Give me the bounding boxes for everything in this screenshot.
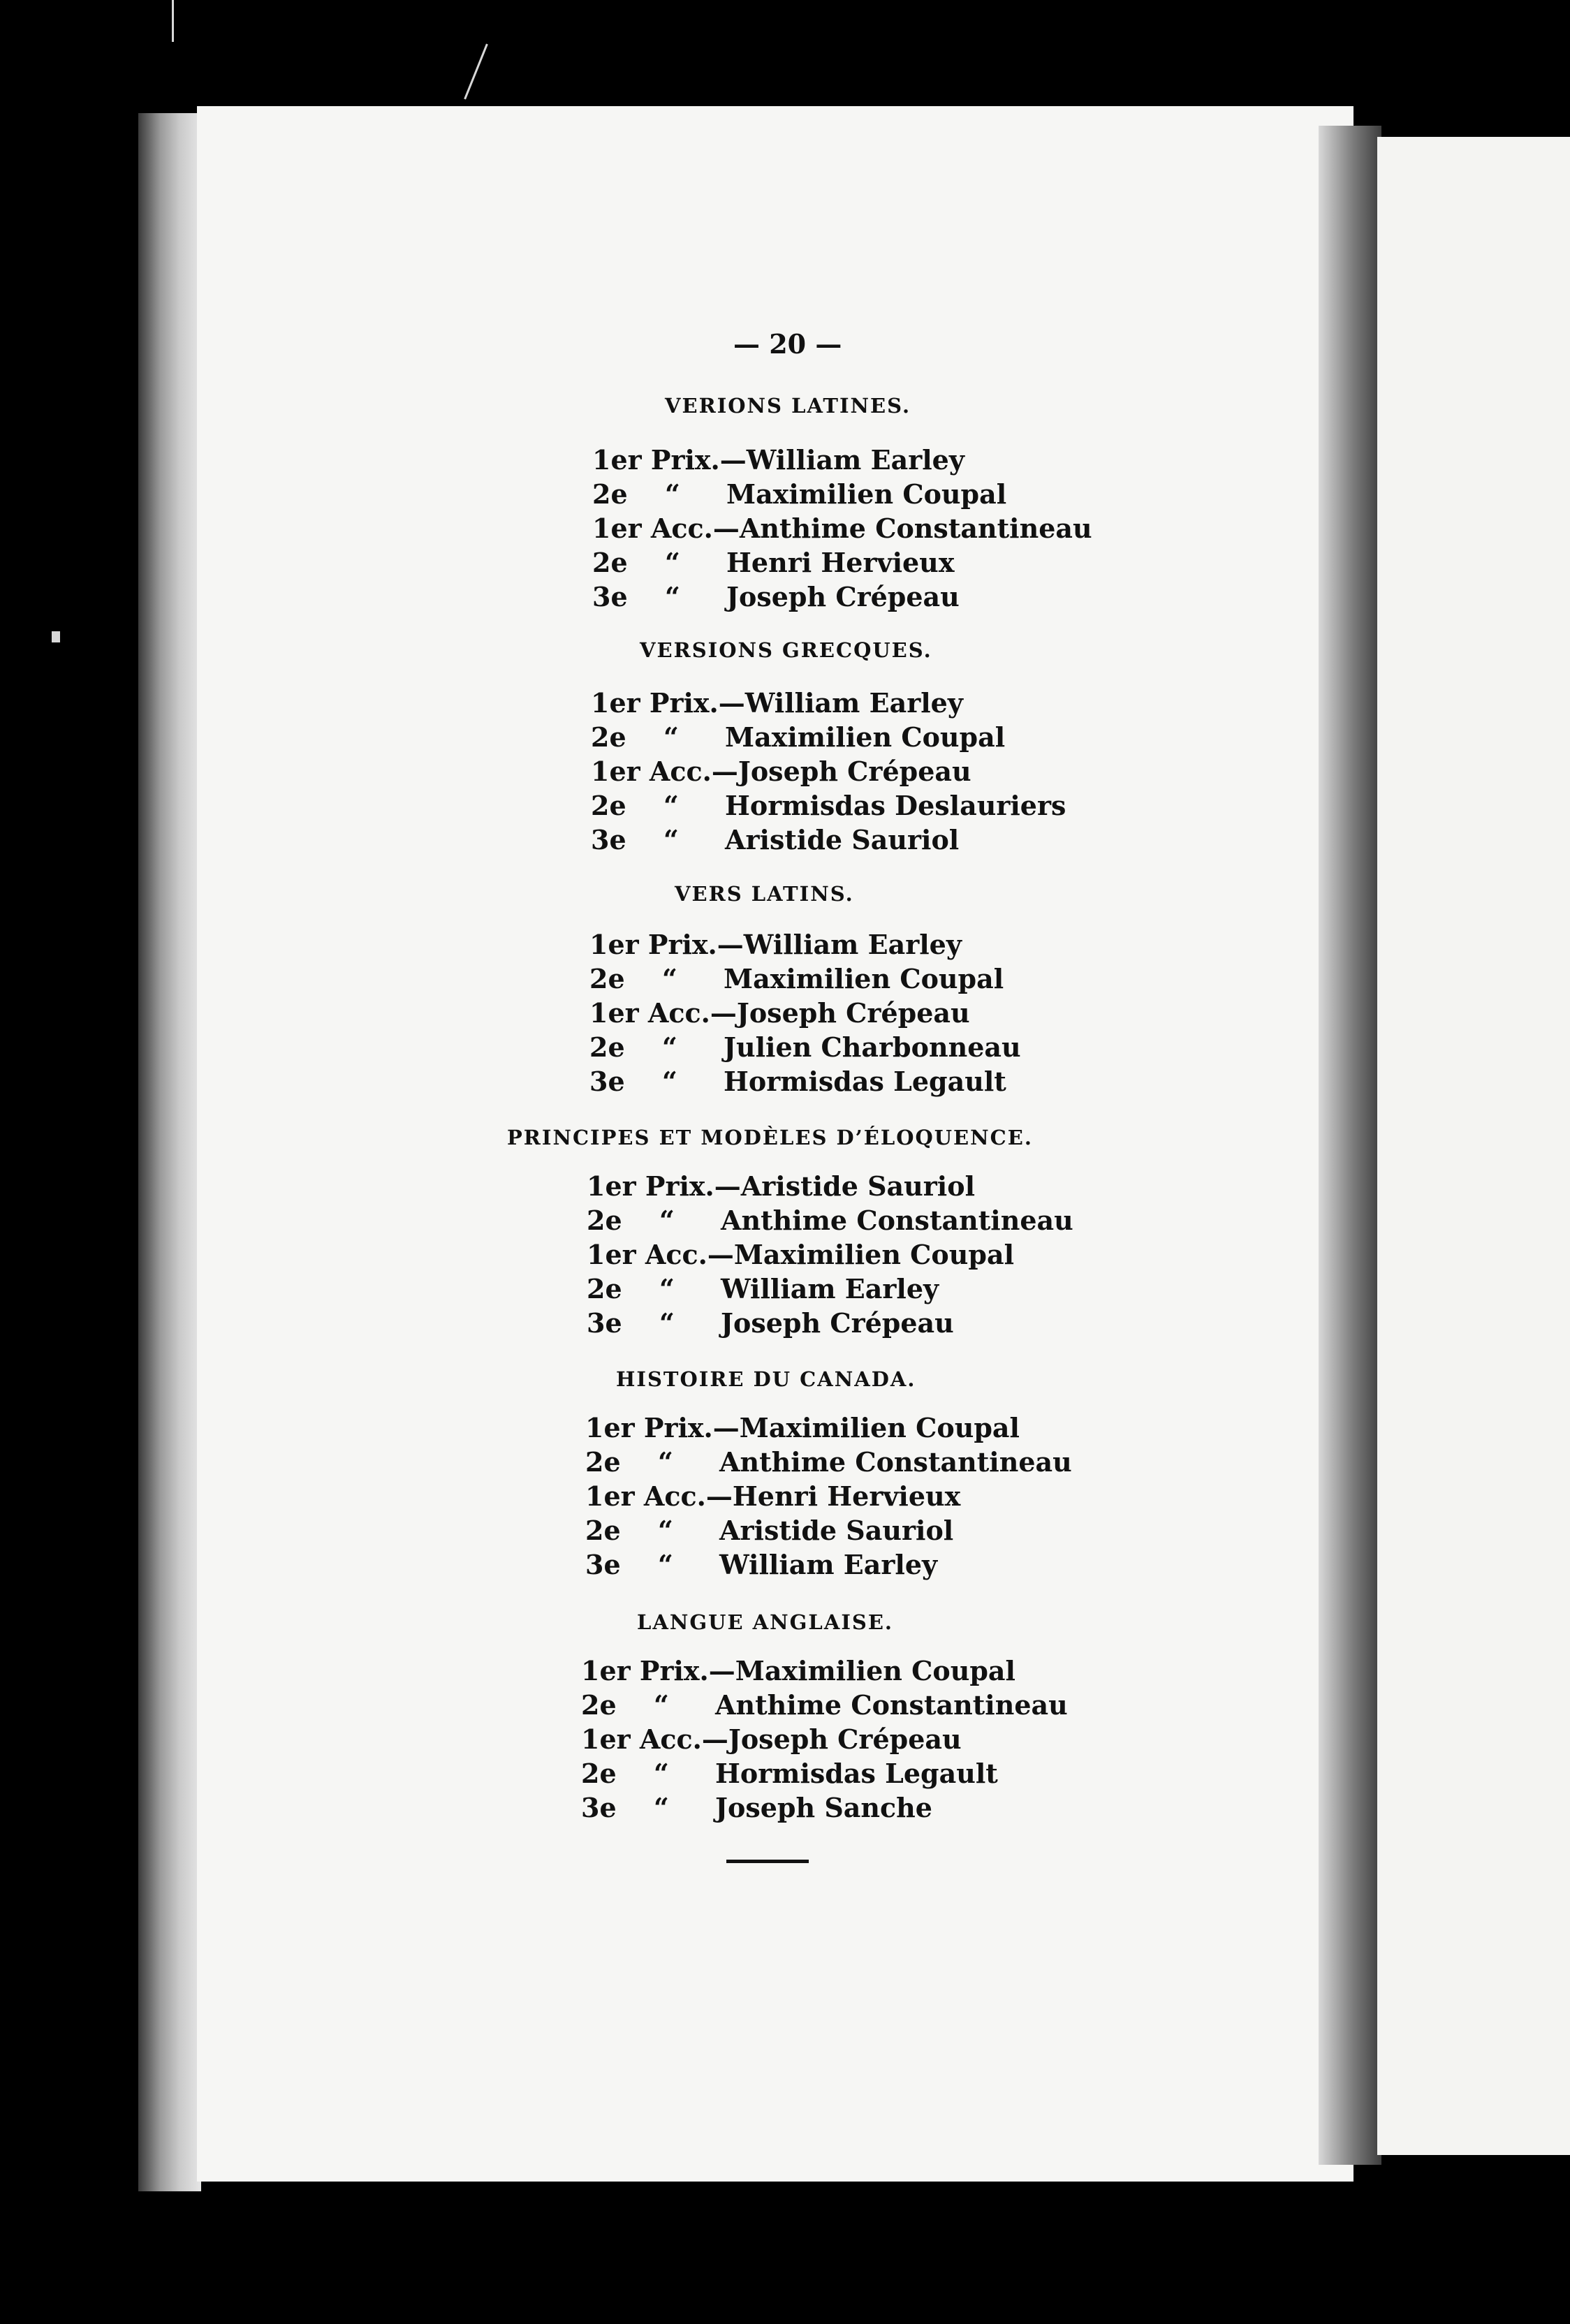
list-item — [592, 478, 1006, 510]
entry-rank: 3e — [587, 1307, 622, 1339]
entry-rank: 3e — [592, 581, 628, 612]
entry-rank: 2e — [585, 1446, 621, 1478]
list-item — [589, 1066, 1006, 1097]
list-item — [589, 963, 1004, 994]
ditto-mark: “ — [654, 1689, 669, 1721]
section-title: VERSIONS GRECQUES. — [640, 638, 932, 662]
ditto-mark: “ — [662, 963, 677, 994]
entry-name: Maximilien Coupal — [725, 721, 1006, 753]
entry-rank: 2e — [591, 721, 626, 753]
entry-rank: 3e — [581, 1792, 617, 1823]
entry-name: Henri Hervieux — [726, 547, 955, 578]
scan-mark — [464, 44, 488, 100]
entry-rank: 1er Acc.— — [591, 756, 738, 787]
ditto-mark: “ — [658, 1515, 673, 1546]
entry-name: Maximilien Coupal — [739, 1412, 1020, 1443]
ditto-mark: “ — [663, 790, 679, 821]
entry-name: William Earley — [721, 1273, 939, 1304]
entry-rank: 1er Acc.— — [589, 997, 737, 1029]
entry-rank: 2e — [592, 478, 628, 510]
list-item — [589, 929, 962, 960]
ditto-mark: “ — [663, 721, 679, 753]
entry-rank: 1er Prix.— — [592, 444, 747, 476]
entry-rank: 2e — [589, 1031, 625, 1063]
list-item — [585, 1480, 960, 1512]
ditto-mark: “ — [659, 1307, 675, 1339]
entry-rank: 1er Prix.— — [589, 929, 744, 960]
entry-name: Maximilien Coupal — [726, 478, 1007, 510]
entry-rank: 2e — [581, 1758, 617, 1789]
list-item — [587, 1205, 1073, 1236]
ditto-mark: “ — [665, 478, 680, 510]
entry-rank: 3e — [591, 824, 626, 855]
entry-name: Anthime Constantineau — [719, 1446, 1072, 1478]
entry-rank: 2e — [585, 1515, 621, 1546]
scan-mark — [172, 0, 174, 42]
entry-name: Hormisdas Legault — [715, 1758, 998, 1789]
section-title: VERS LATINS. — [675, 882, 854, 906]
list-item — [581, 1689, 1068, 1721]
list-item — [585, 1515, 953, 1546]
entry-rank: 2e — [581, 1689, 617, 1721]
entry-name: Joseph Crépeau — [738, 756, 971, 787]
list-item — [587, 1273, 939, 1304]
section-title: VERIONS LATINES. — [665, 394, 911, 418]
list-item — [591, 687, 963, 719]
entry-name: Hormisdas Legault — [724, 1066, 1006, 1097]
list-item — [589, 1031, 1021, 1063]
entry-name: Joseph Crépeau — [726, 581, 960, 612]
ditto-mark: “ — [658, 1446, 673, 1478]
entry-rank: 3e — [585, 1549, 621, 1580]
entry-rank: 1er Prix.— — [591, 687, 745, 719]
section-title: PRINCIPES ET MODÈLES D’ÉLOQUENCE. — [507, 1126, 1033, 1149]
entry-name: Henri Hervieux — [732, 1480, 961, 1512]
ditto-mark: “ — [665, 581, 680, 612]
entry-rank: 2e — [591, 790, 626, 821]
entry-name: Maximilien Coupal — [735, 1655, 1015, 1686]
list-item — [591, 790, 1066, 821]
entry-name: Aristide Sauriol — [725, 824, 960, 855]
entry-name: Anthime Constantineau — [715, 1689, 1068, 1721]
entry-rank: 1er Acc.— — [587, 1239, 734, 1270]
list-item — [585, 1549, 937, 1580]
list-item — [587, 1170, 975, 1202]
scan-mark — [52, 631, 60, 642]
list-item — [589, 997, 970, 1029]
list-item — [581, 1792, 932, 1823]
section-title: HISTOIRE DU CANADA. — [616, 1367, 916, 1391]
entry-name: William Earley — [719, 1549, 938, 1580]
entry-name: Joseph Crépeau — [721, 1307, 954, 1339]
list-item — [587, 1239, 1014, 1270]
entry-name: Anthime Constantineau — [721, 1205, 1073, 1236]
list-item — [592, 513, 1092, 544]
list-item — [581, 1723, 962, 1755]
facing-page — [1377, 137, 1570, 2155]
list-item — [592, 581, 960, 612]
entry-rank: 2e — [587, 1205, 622, 1236]
list-item — [592, 444, 964, 476]
ditto-mark: “ — [654, 1792, 669, 1823]
entry-name: Aristide Sauriol — [740, 1170, 976, 1202]
entry-name: Joseph Sanche — [715, 1792, 932, 1823]
entry-name: Maximilien Coupal — [724, 963, 1004, 994]
list-item — [592, 547, 954, 578]
ditto-mark: “ — [662, 1066, 677, 1097]
entry-rank: 1er Prix.— — [587, 1170, 741, 1202]
ditto-mark: “ — [654, 1758, 669, 1789]
list-item — [587, 1307, 954, 1339]
ditto-mark: “ — [665, 547, 680, 578]
entry-rank: 3e — [589, 1066, 625, 1097]
entry-rank: 2e — [587, 1273, 622, 1304]
list-item — [585, 1412, 1020, 1443]
entry-name: Joseph Crépeau — [728, 1723, 962, 1755]
entry-rank: 1er Acc.— — [585, 1480, 733, 1512]
ditto-mark: “ — [659, 1205, 675, 1236]
ditto-mark: “ — [658, 1549, 673, 1580]
entry-name: Anthime Constantineau — [739, 513, 1092, 544]
entry-rank: 1er Acc.— — [581, 1723, 728, 1755]
entry-name: Julien Charbonneau — [724, 1031, 1021, 1063]
entry-rank: 1er Prix.— — [581, 1655, 735, 1686]
list-item — [581, 1655, 1015, 1686]
list-item — [581, 1758, 998, 1789]
ditto-mark: “ — [659, 1273, 675, 1304]
entry-name: Joseph Crépeau — [736, 997, 970, 1029]
entry-rank: 1er Prix.— — [585, 1412, 740, 1443]
entry-name: Hormisdas Deslauriers — [725, 790, 1066, 821]
entry-name: William Earley — [744, 687, 963, 719]
ditto-mark: “ — [663, 824, 679, 855]
list-item — [591, 756, 971, 787]
entry-rank: 1er Acc.— — [592, 513, 740, 544]
entry-name: Aristide Sauriol — [719, 1515, 954, 1546]
end-rule — [726, 1860, 809, 1863]
list-item — [591, 721, 1005, 753]
entry-name: Maximilien Coupal — [733, 1239, 1015, 1270]
list-item — [585, 1446, 1072, 1478]
entry-rank: 2e — [592, 547, 628, 578]
ditto-mark: “ — [662, 1031, 677, 1063]
gutter-shadow — [1319, 126, 1381, 2165]
entry-name: William Earley — [746, 444, 964, 476]
section-title: LANGUE ANGLAISE. — [637, 1610, 894, 1634]
page-edge — [138, 113, 201, 2191]
page-number: — 20 — — [733, 328, 842, 360]
entry-rank: 2e — [589, 963, 625, 994]
entry-name: William Earley — [743, 929, 962, 960]
list-item — [591, 824, 959, 855]
